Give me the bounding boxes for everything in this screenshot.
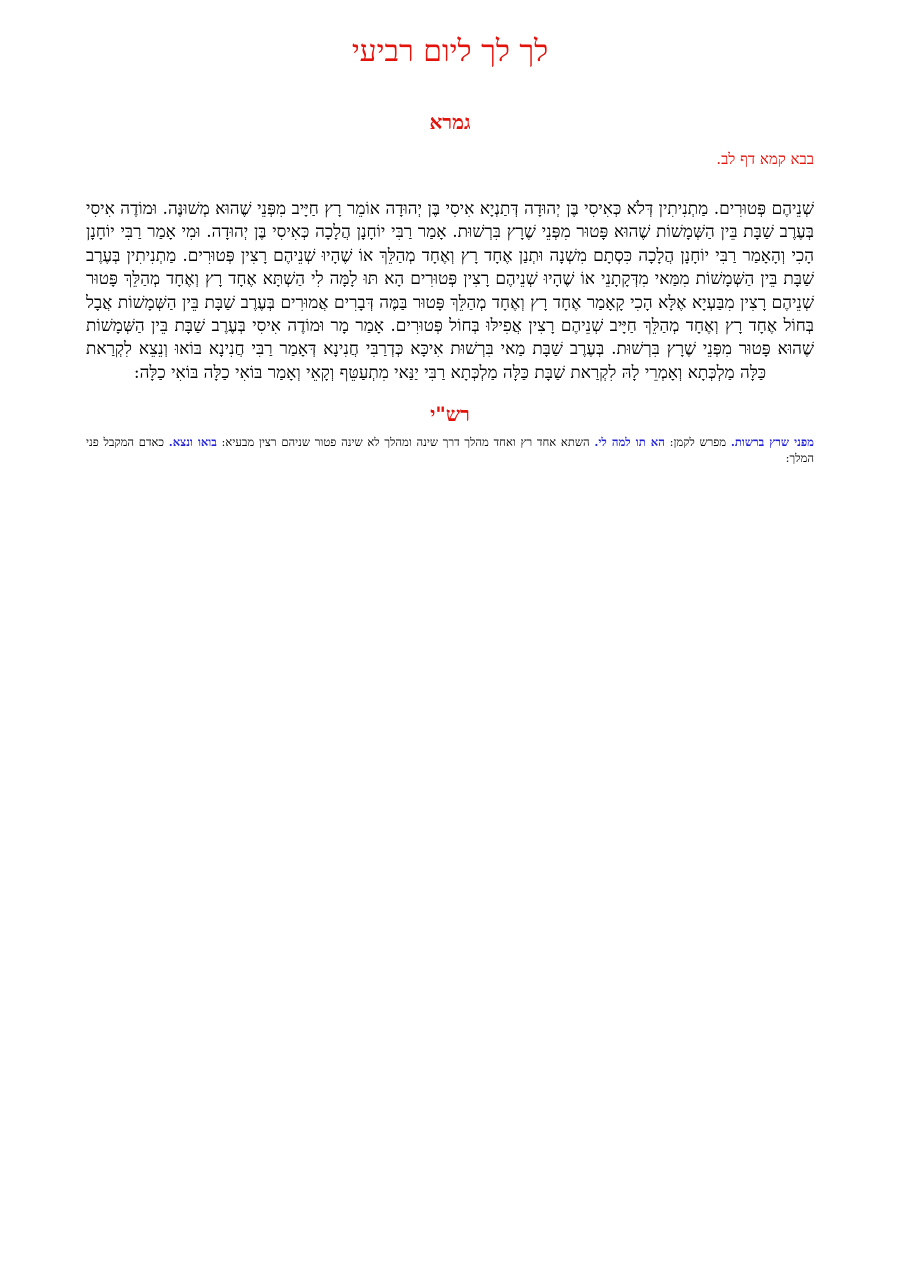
gemara-text: שְׁנֵיהֶם פְּטוּרִים. מַתְנִיתִין דְּלֹא כְּאִיסִי בֶּן יְהוּדָה דְּתַנְיָא אִיסִי בֶּן יְהוּדָה אוֹמֵר רָץ חַיָּיב מִפְּנֵי שֶׁהוּא מְשׁוּנֶּה. וּמוֹדֶה אִיסִי בְּעֶרֶב שַׁבָּת בֵּין הַשְּׁמָשׁוֹת שֶׁהוּא פָּטוּר מִפְּנֵי שֶׁרָץ בִּרְשׁוּת. אָמַר רַבִּי יוֹחָנָן הֲלָכָה כְּאִיסִי בֶּן יְהוּדָה. וּמִי אָמַר רַבִּי יוֹחָנָן הָכִי וְהָאָמַר רַבִּי יוֹחָנָן הֲלָכָה כִּסְתָם מִשְׁנָה וּתְנַן אֶחָד רָץ וְאֶחָד מְהַלֵּךְ אוֹ שֶׁהָיוּ שְׁנֵיהֶם רָצִין פְּטוּרִים. מַתְנִיתִין בְּעֶרֶב שַׁבָּת בֵּין הַשְּׁמָשׁוֹת מִמַּאי מִדְּקָתָנֵי אוֹ שֶׁהָיוּ שְׁנֵיהֶם רָצִין פְּטוּרִים הָא תּוּ לָמָּה לִי הַשְׁתָּא אֶחָד רָץ וְאֶחָד מְהַלֵּךְ פָּטוּר שְׁנֵיהֶם רָצִין מִבַּעְיָא אֶלָּא הָכִי קָאָמַר אֶחָד רָץ וְאֶחָד מְהַלֵּךְ פָּטוּר בַּמֶּה דְּבָרִים אֲמוּרִים בְּעֶרֶב שַׁבָּת בֵּין הַשְּׁמָשׁוֹת אֲבָל בְּחוֹל אֶחָד רָץ וְאֶחָד מְהַלֵּךְ חַיָּיב שְׁנֵיהֶם רָצִין אֲפִילּוּ בְּחוֹל פְּטוּרִים. אָמַר מָר וּמוֹדֶה אִיסִי בְּעֶרֶב שַׁבָּת בֵּין הַשְּׁמָשׁוֹת שֶׁהוּא פָּטוּר מִפְּנֵי שֶׁרָץ בִּרְשׁוּת. בְּעֶרֶב שַׁבָּת מַאי בִּרְשׁוּת אִיכָּא כְּדְרַבִּי חֲנִינָא דְּאָמַר רַבִּי חֲנִינָא בּוֹאוּ וְנֵצֵא לִקְרַאת כַּלָּה מַלְכְּתָא וְאָמְרֵי לָהּ לִקְרַאת שַׁבָּת כַּלָּה מַלְכְּתָא רַבִּי יַנַּאי מִתְעַטֵּף וְקָאֵי וְאָמַר בּוֹאִי כַלָּה בּוֹאִי כַלָּה: [86, 199, 814, 383]
page-title: לך לך ליום רביעי [351, 34, 549, 69]
gemara-heading: גמרא [429, 110, 471, 134]
rashi-comment: כאדם המקבל פני המלך: [86, 435, 814, 466]
rashi-comment: מפרש לקמן: [664, 435, 731, 450]
rashi-dibbur-hamatchil: מפני שרץ ברשות. [730, 435, 814, 450]
source-reference: בבא קמא דף לב. [716, 150, 814, 168]
rashi-comment: השתא אחד רץ ואחד מהלך דרך שינה ומהלך לא שינה פטור שניהם רצין מבעיא: [216, 435, 595, 450]
rashi-dibbur-hamatchil: בואו ונצא. [168, 435, 217, 450]
rashi-heading: רש"י [430, 402, 470, 427]
rashi-dibbur-hamatchil: הא תו למה לי. [594, 435, 665, 450]
document-page [86, 0, 814, 1272]
rashi-text [86, 434, 814, 466]
